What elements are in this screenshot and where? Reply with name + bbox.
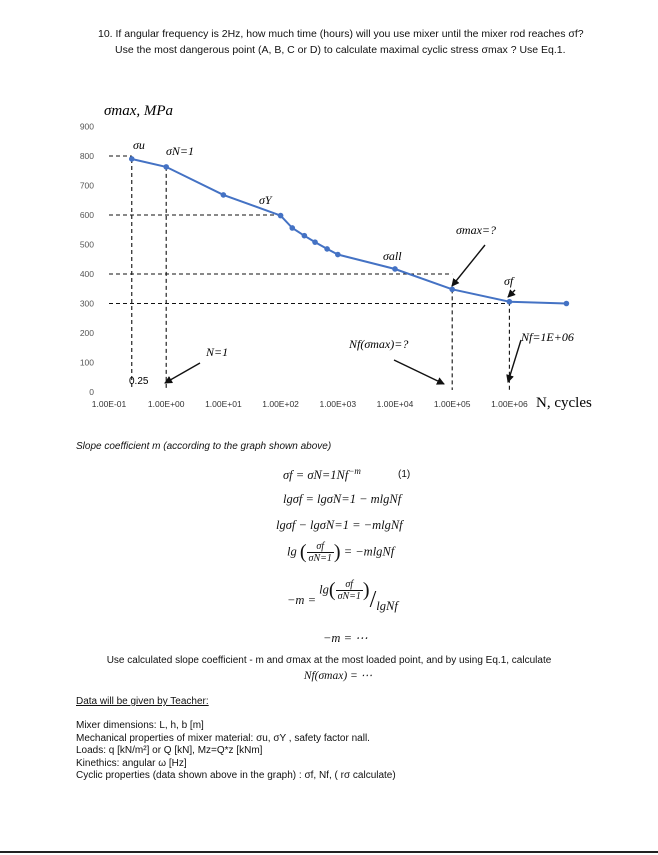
arrow-sigma-max [452,245,485,286]
given-item: Kinethics: angular ω [Hz] [76,757,187,769]
x-axis-ticks [92,399,528,409]
arrow-sigma-f [508,290,515,297]
given-item: Mixer dimensions: L, h, b [m] [76,720,204,731]
arrow-nf-value [508,340,521,382]
given-heading: Data will be given by Teacher: [76,696,209,707]
eq5-fraction [336,579,363,602]
x-tick-label: 1.00E+05 [433,399,471,409]
data-point [289,225,295,231]
eq4-denominator: σN=1 [308,553,332,564]
eq5-lg: lg [319,582,329,597]
x-axis-label: N, cycles [536,395,592,411]
instruction-line-1: Use calculated slope coefficient - m and σmax at the most loaded point, and by using Eq.1, calculate [106,655,552,666]
given-item: Cyclic properties (data shown above in the graph) : σf, Nf, ( rσ calculate) [76,770,396,781]
label-nf-value: Nf=1E+06 [521,330,574,344]
eq5-lhs: −m = [287,593,317,607]
data-point [324,246,330,252]
label-sigma-u: σu [133,138,145,152]
x-tick-label: 1.00E+01 [205,399,242,409]
equation-2: lgσf = lgσN=1 − mlgNf [283,492,402,506]
x-tick-label: 1.00E+02 [262,399,299,409]
eq5-denominator: lgNf [376,599,398,613]
data-point [302,233,308,239]
label-sigma-all: σall [383,249,402,263]
y-axis-label: σmax, MPa [104,103,174,119]
eq4-numerator: σf [307,541,334,553]
label-n1: N=1 [206,345,229,359]
y-tick-label: 0 [89,387,94,397]
data-point [163,164,169,170]
label-025: 0.25 [129,376,149,387]
given-list [76,720,396,783]
reference-lines [109,156,509,390]
question-line-2: Use the most dangerous point (A, B, C or D) to calculate maximal cyclic stress σmax ? Use Eq.1. [115,43,566,56]
data-point [392,266,398,272]
eq4-paren-close: ) [333,541,341,563]
eq5-frac-den: σN=1 [337,591,361,602]
question-line-1: 10. If angular frequency is 2Hz, how much time (hours) will you use mixer until the mixer rod reaches σf? [98,28,584,40]
eq5-numerator [319,579,369,602]
label-sigma-y: σY [259,193,272,207]
eq4-paren-open: ( [299,541,307,563]
data-point [312,239,318,245]
x-tick-label: 1.00E+04 [376,399,414,409]
equation-6: −m = ⋯ [323,631,368,645]
y-tick-label: 300 [79,298,94,309]
y-tick-label: 800 [79,151,94,161]
y-tick-label: 700 [79,180,94,191]
y-tick-label: 600 [79,210,94,220]
equation-1 [283,466,361,483]
label-sigma-n1: σN=1 [166,144,195,158]
arrow-n1 [165,363,200,383]
label-sigma-f: σf [504,274,514,288]
data-point [278,213,284,219]
label-nf-sigma-max: Nf(σmax)=? [349,337,409,351]
given-item: Loads: q [kN/m²] or Q [kN], Mz=Q*z [kNm] [76,745,263,756]
data-point [507,299,513,305]
eq4-lg: lg [287,544,297,559]
equation-number: (1) [398,469,411,480]
equation-3: lgσf − lgσN=1 = −mlgNf [276,518,403,532]
y-tick-label: 500 [79,239,94,250]
instruction-text [0,655,658,682]
x-tick-label: 1.00E+03 [319,399,357,409]
annotations-group [129,138,574,387]
eq1-left: σf = σN=1Nf [283,468,349,483]
data-point [129,156,135,162]
eq5-slash: / [369,587,377,613]
data-point [449,287,455,293]
data-point [335,252,341,258]
data-point [221,192,227,198]
y-tick-label: 200 [79,328,94,338]
label-sigma-max: σmax=? [456,223,497,237]
y-tick-label: 100 [79,357,94,368]
series-line [132,159,567,304]
arrow-nf-sigma-max [394,360,444,384]
x-tick-label: 1.00E+06 [491,399,528,409]
instruction-line-2: Nf(σmax) = ⋯ [303,670,373,682]
eq4-rhs: = −mlgNf [343,544,395,559]
slope-heading: Slope coefficient m (according to the graph shown above) [76,441,332,452]
eq5-frac-num: σf [336,579,363,591]
given-item: Mechanical properties of mixer material: σu, σY , safety factor nall. [76,732,370,744]
eq1-exponent: −m [348,466,361,476]
equation-4 [287,541,394,564]
y-tick-label: 900 [79,121,94,132]
y-axis-ticks [80,122,94,398]
eq4-fraction [307,541,334,564]
eq5-paren-open: ( [328,579,336,601]
question-text [98,27,584,58]
bottom-rule [0,851,658,853]
data-point [564,301,570,307]
x-tick-label: 1.00E-01 [91,399,127,409]
sn-curve-chart [0,95,658,425]
y-tick-label: 400 [79,269,94,279]
x-tick-label: 1.00E+00 [147,399,185,409]
eq5-paren-close: ) [362,579,370,601]
